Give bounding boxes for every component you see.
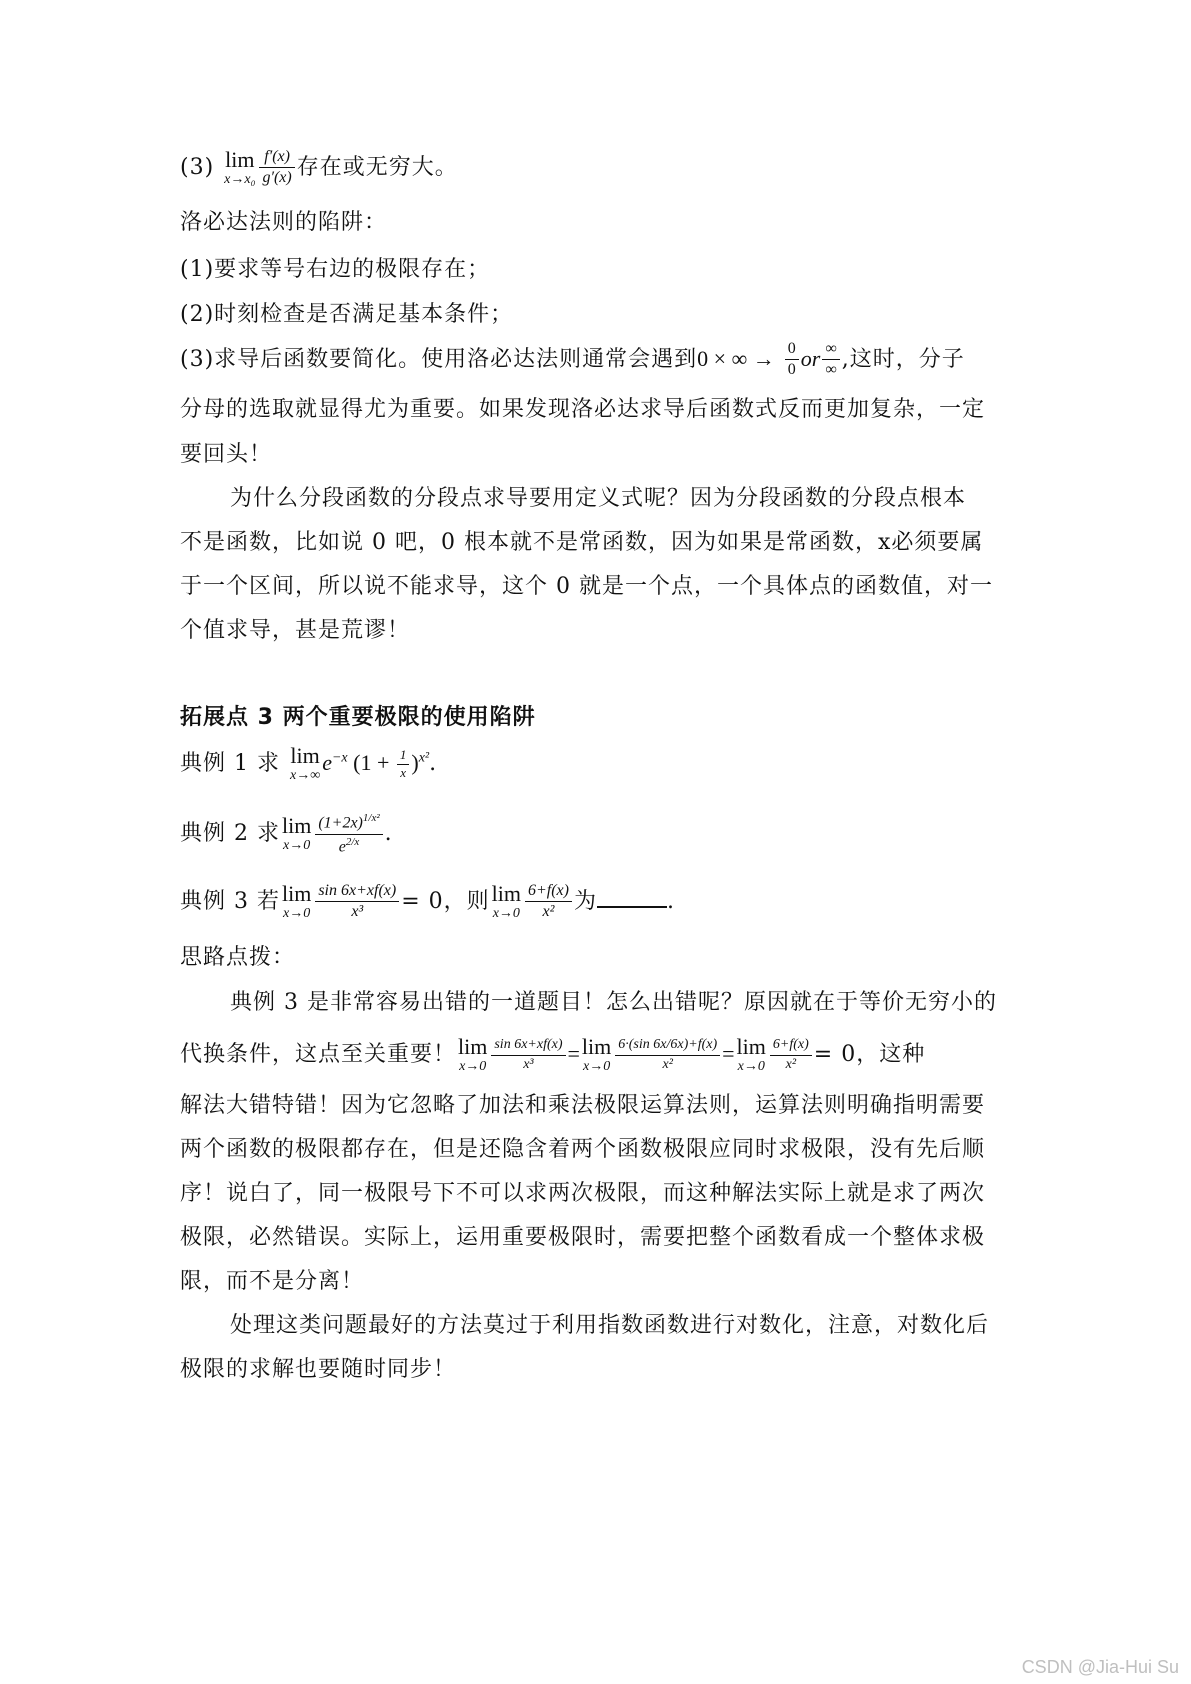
limit-operator: lim x→0 bbox=[281, 880, 312, 921]
limit-operator: lim x→0 bbox=[458, 1034, 488, 1074]
final-paragraph-line: 极限的求解也要随时同步！ bbox=[180, 1357, 457, 1382]
piecewise-paragraph-line: 个值求导，甚是荒谬！ bbox=[180, 618, 411, 643]
limit-operator: lim x→∞ bbox=[289, 743, 321, 783]
section-title: 拓展点 3 两个重要极限的使用陷阱 bbox=[180, 705, 536, 730]
limit-operator: lim x→0 bbox=[491, 880, 521, 921]
analysis-line: 极限，必然错误。实际上，运用重要极限时，需要把整个函数看成一个整体求极 bbox=[180, 1225, 986, 1250]
csdn-watermark: CSDN @Jia-Hui Su bbox=[1021, 1657, 1179, 1677]
inf-over-inf: $\frac{\infty}{\infty}$ bbox=[822, 340, 839, 380]
trap-3-line-2: 分母的选取就显得尤为重要。如果发现洛必达求导后函数式反而更加复杂，一定 bbox=[180, 397, 986, 422]
trap-3-text: (3)求导后函数要简化。使用洛必达法则通常会遇到 bbox=[180, 346, 698, 372]
analysis-formula-line: 代换条件，这点至关重要！lim x→0 $\frac{\sin 6x+xf(x)}{\text{x³}}$ =lim x→0 $\frac{6\cdot(\sin 6x/6x)+f(x)}{\text{x²}}$ =lim x→0 $\frac{6+f(x)}{\text{x²}}$ = 0，这种 bbox=[180, 1034, 926, 1074]
analysis-fraction-1: $\frac{\sin 6x+xf(x)}{\text{x³}}$ bbox=[491, 1037, 565, 1072]
example-2: 典例 2 求lim x→0 $\frac{(1+2x)^{1/x^2}}{e^{2/x}}$ . bbox=[180, 812, 393, 856]
condition-number: (3) bbox=[180, 154, 215, 180]
zero-over-zero: $\frac{0}{0}$ bbox=[785, 340, 799, 380]
or-word: or bbox=[800, 345, 821, 371]
hint-title: 思路点拨： bbox=[180, 945, 296, 970]
piecewise-paragraph-line: 为什么分段函数的分段点求导要用定义式呢？因为分段函数的分段点根本 bbox=[230, 486, 967, 511]
limit-operator: lim x→x₀ bbox=[224, 146, 256, 187]
analysis-line: 限，而不是分离！ bbox=[180, 1269, 365, 1294]
analysis-line: 典例 3 是非常容易出错的一道题目！怎么出错呢？原因就在于等价无穷小的 bbox=[230, 990, 997, 1015]
limit-operator: lim x→0 bbox=[736, 1034, 766, 1074]
trap-2: (2)时刻检查是否满足基本条件； bbox=[180, 302, 514, 327]
indeterminate-form: 0 × ∞ → bbox=[697, 345, 775, 371]
trap-3-line bbox=[180, 340, 965, 380]
example-3-fraction-2: $\frac{6+f(x)}{\text{x²}}$ bbox=[525, 882, 572, 922]
analysis-fraction-3: $\frac{6+f(x)}{\text{x²}}$ bbox=[770, 1037, 812, 1072]
analysis-fraction-2: $\frac{6\cdot(\sin 6x/6x)+f(x)}{\text{x²}}$ bbox=[615, 1037, 720, 1072]
example-3: 典例 3 若lim x→0 $\frac{\sin 6x+xf(x)}{\text{x³}}$ = 0，则lim x→0 $\frac{6+f(x)}{\text{x²}}$ 为 . bbox=[180, 880, 675, 921]
example-2-label: 典例 2 求 bbox=[180, 821, 280, 847]
answer-blank bbox=[597, 888, 667, 908]
traps-title: 洛必达法则的陷阱： bbox=[180, 210, 388, 235]
one-over-x: $\frac{1}{x}$ bbox=[397, 748, 410, 781]
condition-3-line bbox=[180, 148, 458, 188]
condition-suffix: 存在或无穷大。 bbox=[296, 154, 458, 180]
example-1: 典例 1 求 lim x→∞ $e^{-x}$ (1 + $\frac{1}{x}$ )$^{x^2}$. bbox=[180, 743, 438, 783]
trap-3-rest: ,这时，分子 bbox=[841, 346, 965, 372]
piecewise-paragraph-line: 于一个区间，所以说不能求导，这个 0 就是一个点，一个具体点的函数值，对一 bbox=[180, 574, 993, 599]
trap-1: (1)要求等号右边的极限存在； bbox=[180, 257, 491, 282]
example-3-fraction-1: $\frac{\sin 6x+xf(x)}{\text{x³}}$ bbox=[315, 882, 399, 922]
example-1-label: 典例 1 求 bbox=[180, 751, 280, 776]
piecewise-paragraph-line: 不是函数，比如说 0 吧，0 根本就不是常函数，因为如果是常函数，x必须要属 bbox=[180, 530, 984, 555]
trap-3-line-3: 要回头！ bbox=[180, 442, 273, 467]
final-paragraph-line: 处理这类问题最好的方法莫过于利用指数函数进行对数化，注意，对数化后 bbox=[230, 1313, 990, 1338]
derivative-fraction: $\frac{f'(x)}{g'(x)}$ bbox=[259, 148, 294, 188]
analysis-line: 解法大错特错！因为它忽略了加法和乘法极限运算法则，运算法则明确指明需要 bbox=[180, 1093, 986, 1118]
analysis-line: 两个函数的极限都存在，但是还隐含着两个函数极限应同时求极限，没有先后顺 bbox=[180, 1137, 986, 1162]
limit-operator: lim x→0 bbox=[281, 813, 312, 854]
limit-operator: lim x→0 bbox=[581, 1034, 612, 1074]
example-3-label: 典例 3 若 bbox=[180, 888, 280, 914]
analysis-line: 序！说白了，同一极限号下不可以求两次极限，而这种解法实际上就是求了两次 bbox=[180, 1181, 986, 1206]
example-2-fraction: $\frac{(1+2x)^{1/x^2}}{e^{2/x}}$ bbox=[315, 812, 382, 856]
